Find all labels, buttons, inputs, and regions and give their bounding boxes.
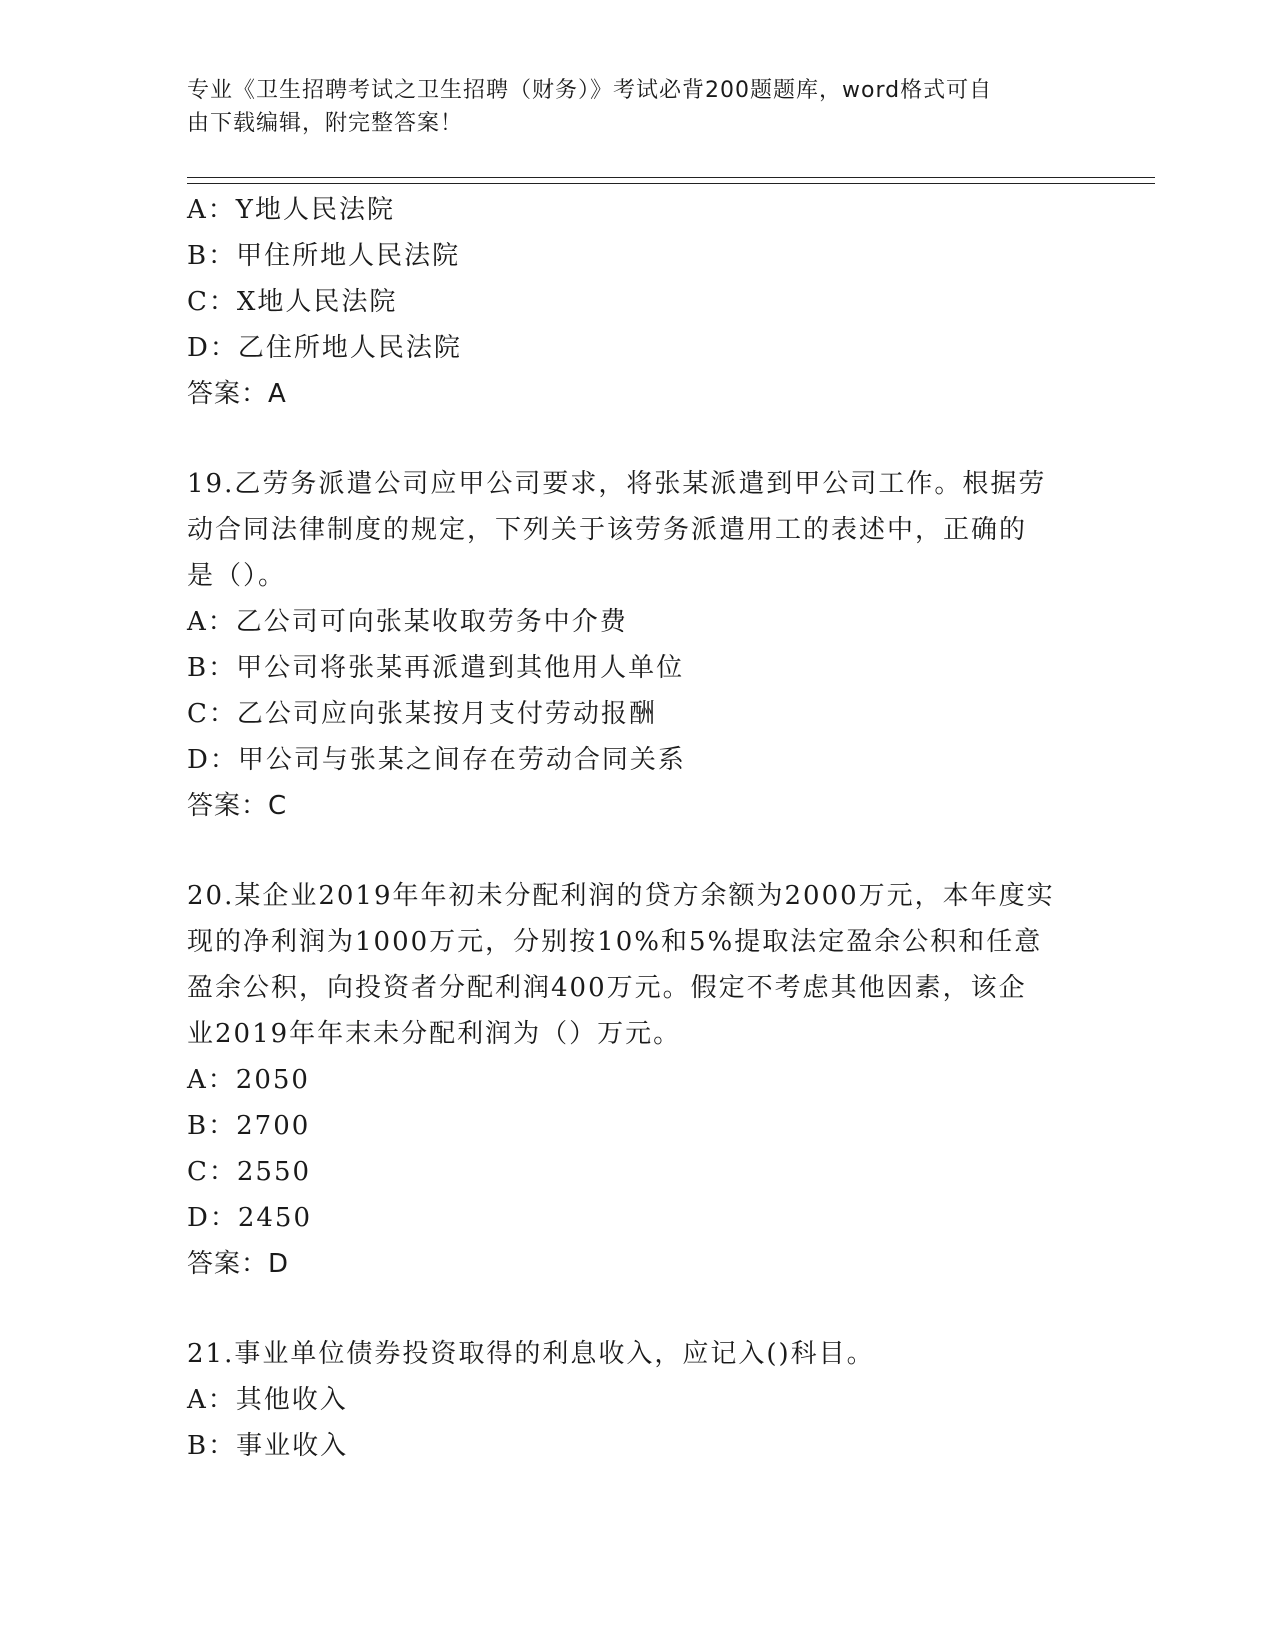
option-b: B：2700 bbox=[187, 1111, 311, 1141]
spacer bbox=[187, 1287, 1087, 1331]
option-d: D：甲公司与张某之间存在劳动合同关系 bbox=[187, 745, 686, 775]
option-a: A：Y地人民法院 bbox=[187, 195, 395, 225]
option-a: A：2050 bbox=[187, 1065, 310, 1095]
question-19-block bbox=[187, 461, 1087, 829]
answer-line: 答案：D bbox=[187, 1249, 290, 1279]
answer-line: 答案：A bbox=[187, 379, 287, 409]
document-body bbox=[187, 187, 1087, 1469]
option-a: A：其他收入 bbox=[187, 1385, 348, 1415]
spacer bbox=[187, 829, 1087, 873]
option-c: C：2550 bbox=[187, 1157, 312, 1187]
question-18-block bbox=[187, 187, 1087, 417]
header-divider-bottom bbox=[187, 183, 1155, 184]
spacer bbox=[187, 417, 1087, 461]
stem-line-1: 19.乙劳务派遣公司应甲公司要求，将张某派遣到甲公司工作。根据劳 bbox=[187, 469, 1047, 499]
option-a: A：乙公司可向张某收取劳务中介费 bbox=[187, 607, 628, 637]
question-stem bbox=[187, 1331, 1087, 1377]
stem-line-2: 现的净利润为1000万元，分别按10%和5%提取法定盈余公积和任意 bbox=[187, 927, 1043, 957]
question-stem bbox=[187, 461, 1087, 599]
stem-line-1: 20.某企业2019年年初未分配利润的贷方余额为2000万元，本年度实 bbox=[187, 881, 1055, 911]
stem-line-3: 是（）。 bbox=[187, 561, 287, 591]
question-21-block bbox=[187, 1331, 1087, 1469]
option-c: C：乙公司应向张某按月支付劳动报酬 bbox=[187, 699, 657, 729]
option-c: C：X地人民法院 bbox=[187, 287, 398, 317]
header-line-2: 由下载编辑，附完整答案！ bbox=[187, 111, 464, 136]
option-b: B：甲公司将张某再派遣到其他用人单位 bbox=[187, 653, 685, 683]
option-b: B：事业收入 bbox=[187, 1431, 349, 1461]
stem-line-1: 21.事业单位债券投资取得的利息收入，应记入()科目。 bbox=[187, 1339, 875, 1369]
stem-line-4: 业2019年年末未分配利润为（）万元。 bbox=[187, 1019, 682, 1049]
option-d: D：2450 bbox=[187, 1203, 313, 1233]
stem-line-2: 动合同法律制度的规定，下列关于该劳务派遣用工的表述中，正确的 bbox=[187, 515, 1028, 545]
header-line-1: 专业《卫生招聘考试之卫生招聘（财务）》考试必背200题题库，word格式可自 bbox=[187, 78, 993, 103]
document-header bbox=[187, 74, 1067, 140]
answer-line: 答案：C bbox=[187, 791, 288, 821]
header-divider-top bbox=[187, 177, 1155, 178]
question-20-block bbox=[187, 873, 1087, 1287]
question-stem bbox=[187, 873, 1087, 1057]
stem-line-3: 盈余公积，向投资者分配利润400万元。假定不考虑其他因素，该企 bbox=[187, 973, 1027, 1003]
option-d: D：乙住所地人民法院 bbox=[187, 333, 462, 363]
option-b: B：甲住所地人民法院 bbox=[187, 241, 461, 271]
